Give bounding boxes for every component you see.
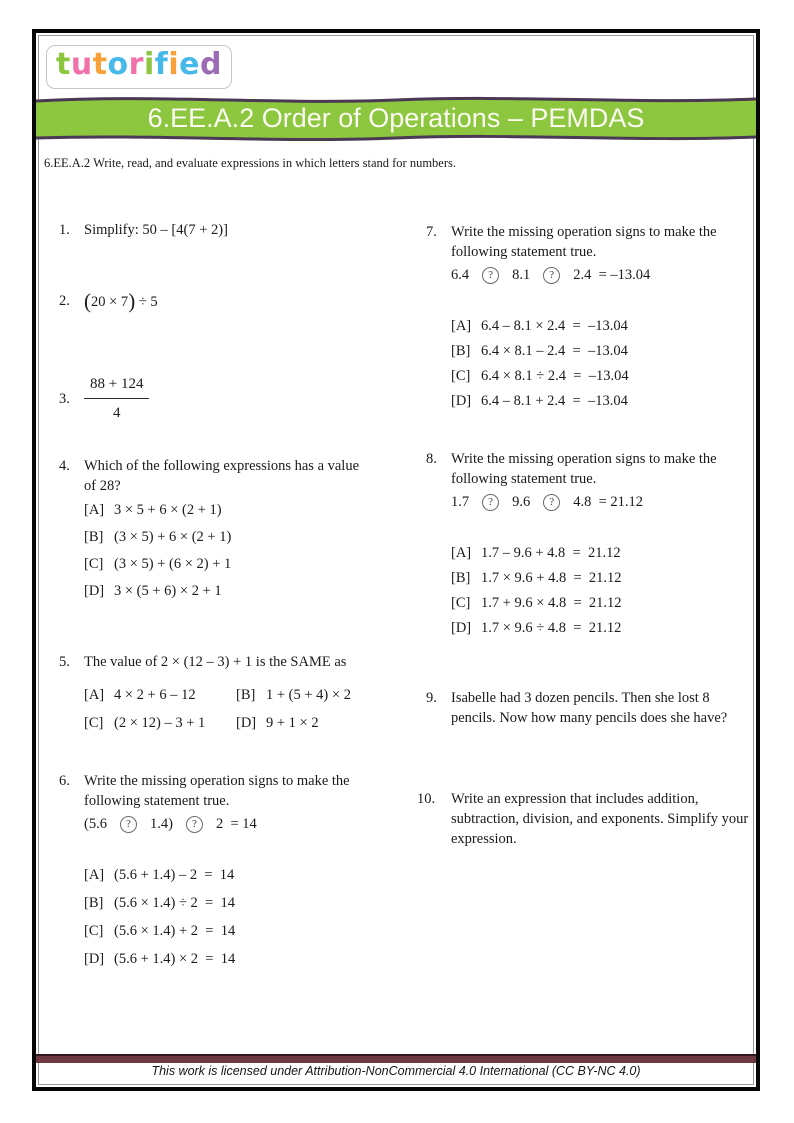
footer-divider [36, 1054, 756, 1063]
option-a [451, 543, 756, 568]
question-text: The value of 2 × (12 – 3) + 1 is the SAME as [84, 654, 347, 670]
option-c [84, 554, 371, 581]
question-expression [84, 291, 394, 312]
question-4 [59, 456, 371, 608]
equation-part: 1.7 [451, 494, 470, 510]
option-text: (5.6 × 1.4) ÷ 2 = 14 [114, 895, 235, 911]
close-paren: ) [128, 289, 136, 313]
option-text: 1.7 × 9.6 + 4.8 = 21.12 [481, 570, 622, 586]
question-number: 10. [417, 791, 436, 807]
option-d [451, 391, 756, 416]
option-label: [C] [84, 923, 104, 939]
question-text: Isabelle had 3 dozen pencils. Then she lost 8 pencils. Now how many pencils does she have? [451, 690, 728, 726]
equation-part: 1.4) [149, 816, 173, 832]
question-number: 1. [59, 222, 70, 238]
option-c [451, 366, 756, 391]
option-label: [D] [84, 951, 105, 967]
equation-with-unknown-operators [84, 813, 394, 835]
title-banner [36, 91, 756, 145]
option-label: [C] [84, 715, 104, 731]
question-7 [426, 222, 756, 416]
option-c [84, 713, 236, 741]
logo-letter: o [107, 47, 129, 82]
logo-letter: d [199, 47, 222, 82]
option-label: [D] [451, 393, 472, 409]
option-a [84, 865, 394, 893]
question-number: 7. [426, 224, 437, 240]
question-mark: ? [549, 495, 555, 508]
option-text: (5.6 + 1.4) × 2 = 14 [114, 951, 236, 967]
option-d [84, 949, 394, 977]
option-text: 9 + 1 × 2 [266, 715, 319, 731]
option-a [451, 316, 756, 341]
answer-options [451, 316, 756, 416]
option-c [84, 921, 394, 949]
equation-part: 2 = 14 [215, 816, 257, 832]
expression-body: 20 × 7 [91, 294, 129, 310]
question-number: 2. [59, 293, 70, 309]
equation-part: 2.4 = –13.04 [573, 267, 651, 283]
question-number: 5. [59, 654, 70, 670]
option-text: 4 × 2 + 6 – 12 [114, 687, 196, 703]
option-label: [B] [451, 343, 471, 359]
question-number: 4. [59, 458, 70, 474]
option-b [84, 527, 371, 554]
open-paren: ( [84, 289, 91, 313]
logo-letter: t [56, 47, 71, 82]
option-label: [A] [84, 867, 105, 883]
option-label: [A] [451, 545, 472, 561]
answer-options [84, 685, 399, 741]
question-3 [59, 374, 394, 423]
equation-part: 6.4 [451, 267, 470, 283]
option-text: 6.4 – 8.1 × 2.4 = –13.04 [481, 318, 628, 334]
option-text: 6.4 × 8.1 ÷ 2.4 = –13.04 [481, 368, 629, 384]
question-number: 6. [59, 773, 70, 789]
option-label: [A] [84, 687, 105, 703]
option-d [236, 713, 399, 741]
question-mark-circle-icon [120, 816, 137, 833]
equation-with-unknown-operators [451, 264, 756, 286]
question-1 [59, 220, 394, 240]
option-b [236, 685, 399, 713]
fraction-denominator: 4 [112, 405, 121, 421]
question-text: Which of the following expressions has a value of 28? [84, 458, 360, 494]
logo-letter: u [70, 47, 93, 82]
logo-text [56, 47, 222, 82]
equation-with-unknown-operators [451, 491, 756, 513]
option-label: [D] [236, 715, 257, 731]
answer-options [84, 500, 371, 608]
answer-options [84, 865, 394, 977]
option-label: [C] [451, 368, 471, 384]
option-d [451, 618, 756, 643]
question-text: Write the missing operation signs to make the following statement true. [84, 773, 350, 809]
option-a [84, 685, 236, 713]
question-9 [426, 688, 756, 728]
option-label: [C] [451, 595, 471, 611]
option-text: 6.4 × 8.1 – 2.4 = –13.04 [481, 343, 628, 359]
option-d [84, 581, 371, 608]
logo-letter: i [143, 47, 155, 82]
option-text: 6.4 – 8.1 + 2.4 = –13.04 [481, 393, 628, 409]
question-text: Write the missing operation signs to make the following statement true. [451, 451, 717, 487]
option-b [451, 568, 756, 593]
option-text: (3 × 5) + (6 × 2) + 1 [114, 556, 232, 572]
option-label: [A] [451, 318, 472, 334]
page-title: 6.EE.A.2 Order of Operations – PEMDAS [147, 102, 645, 133]
equation-part: 9.6 [512, 494, 531, 510]
fraction [84, 374, 149, 423]
question-mark-circle-icon [482, 267, 499, 284]
option-a [84, 500, 371, 527]
option-label: [B] [451, 570, 471, 586]
question-2 [59, 291, 394, 312]
option-label: [B] [84, 895, 104, 911]
option-c [451, 593, 756, 618]
worksheet-page [32, 29, 760, 1091]
question-mark-circle-icon [186, 816, 203, 833]
license-text: This work is licensed under Attribution-NonCommercial 4.0 International (CC BY-NC 4.0) [151, 1064, 641, 1078]
logo-letter: r [128, 47, 144, 82]
question-mark: ? [126, 817, 131, 830]
answer-options [451, 543, 756, 643]
option-label: [B] [236, 687, 256, 703]
tutorified-logo [46, 45, 232, 89]
question-number: 3. [59, 390, 70, 407]
fraction-numerator: 88 + 124 [84, 374, 149, 399]
logo-letter: f [154, 47, 169, 82]
option-text: 1.7 – 9.6 + 4.8 = 21.12 [481, 545, 621, 561]
logo-letter: i [168, 47, 180, 82]
option-text: 1 + (5 + 4) × 2 [266, 687, 351, 703]
question-6 [59, 771, 394, 977]
question-mark-circle-icon [543, 267, 560, 284]
logo-letter: t [92, 47, 108, 82]
equation-part: (5.6 [84, 816, 107, 832]
question-mark: ? [191, 817, 197, 830]
option-text: 1.7 + 9.6 × 4.8 = 21.12 [481, 595, 622, 611]
option-label: [A] [84, 502, 105, 518]
question-5 [59, 652, 399, 741]
option-label: [D] [451, 620, 472, 636]
option-label: [B] [84, 529, 104, 545]
question-text: Simplify: 50 – [4(7 + 2)] [84, 222, 228, 238]
option-text: (2 × 12) – 3 + 1 [114, 715, 206, 731]
option-text: (5.6 × 1.4) + 2 = 14 [114, 923, 236, 939]
option-b [84, 893, 394, 921]
question-8 [426, 449, 756, 643]
question-text: Write an expression that includes addition, subtraction, division, and exponents. Simplify your expression. [451, 791, 749, 847]
standard-description: 6.EE.A.2 Write, read, and evaluate expressions in which letters stand for numbers. [44, 156, 456, 170]
question-mark-circle-icon [482, 494, 499, 511]
option-text: 3 × (5 + 6) × 2 + 1 [114, 583, 222, 599]
question-number: 8. [426, 451, 437, 467]
question-mark: ? [549, 268, 555, 281]
question-mark: ? [488, 268, 494, 281]
question-mark-circle-icon [543, 494, 560, 511]
question-mark: ? [488, 495, 494, 508]
option-b [451, 341, 756, 366]
logo-letter: e [179, 47, 200, 82]
equation-part: 4.8 = 21.12 [573, 494, 644, 510]
option-label: [D] [84, 583, 105, 599]
expression-tail: ÷ 5 [135, 294, 158, 310]
option-text: 3 × 5 + 6 × (2 + 1) [114, 502, 222, 518]
option-text: (3 × 5) + 6 × (2 + 1) [114, 529, 232, 545]
option-text: 1.7 × 9.6 ÷ 4.8 = 21.12 [481, 620, 622, 636]
option-text: (5.6 + 1.4) – 2 = 14 [114, 867, 235, 883]
equation-part: 8.1 [512, 267, 531, 283]
question-number: 9. [426, 690, 437, 706]
question-text: Write the missing operation signs to make the following statement true. [451, 224, 717, 260]
question-10 [417, 789, 759, 849]
option-label: [C] [84, 556, 104, 572]
